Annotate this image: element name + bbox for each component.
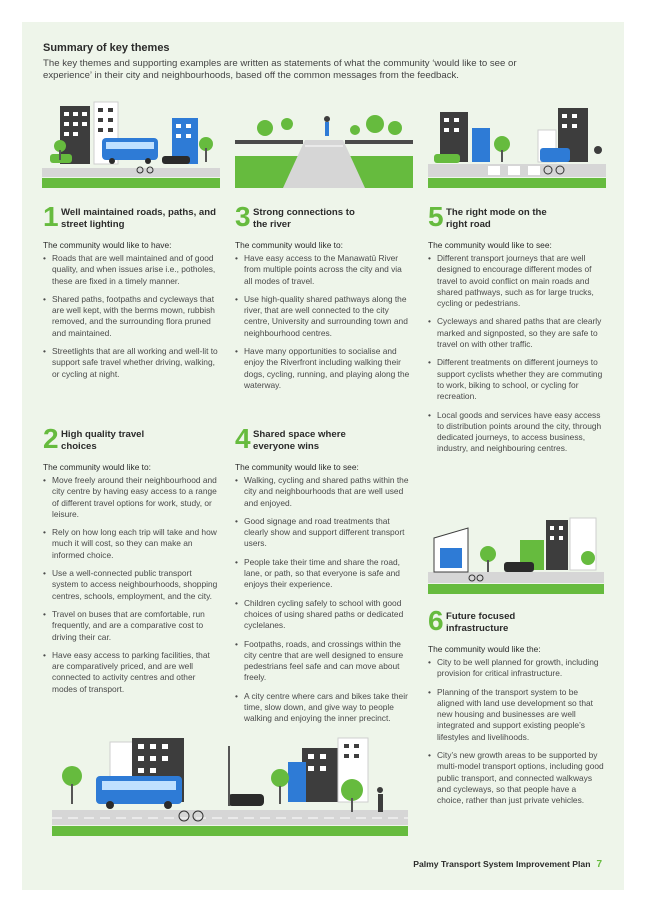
bullet: • Local goods and services have easy access to distribution points around the city, through dedicated journeys, to access business, industry, and neighbouring centres. bbox=[428, 410, 604, 455]
theme-lead: The community would like to have: bbox=[43, 240, 172, 250]
theme-title: Shared space where everyone wins bbox=[253, 429, 346, 452]
theme-lead: The community would like the: bbox=[428, 644, 541, 654]
theme-number: 1 bbox=[43, 201, 59, 232]
theme-1 bbox=[43, 201, 218, 387]
theme-title: Future focused infrastructure bbox=[446, 611, 516, 634]
bullet: • Roads that are well maintained and of good quality, and when issues arise i.e., potholes, these are fixed in a timely manner. bbox=[43, 253, 218, 287]
traffic-modes-illustration bbox=[428, 100, 606, 188]
bullet: • Footpaths, roads, and crossings within the city centre that are well designed to ensure pedestrians feel safe and can move about freely. bbox=[235, 639, 411, 684]
future-infrastructure-illustration bbox=[428, 514, 604, 594]
page bbox=[22, 22, 624, 890]
bullet: • Different treatments on different journeys to support cyclists whether they are commuting to work, biking to school, or cycling for recreation. bbox=[428, 357, 604, 402]
theme-lead: The community would like to: bbox=[43, 462, 151, 472]
bullet: • Travel on buses that are comfortable, run frequently, and are a comparative cost to driving their car. bbox=[43, 609, 218, 643]
theme-5 bbox=[428, 201, 604, 462]
theme-title: The right mode on the right road bbox=[446, 207, 547, 230]
theme-number: 2 bbox=[43, 423, 59, 454]
theme-bullets bbox=[43, 475, 218, 695]
bullet: • Cycleways and shared paths that are clearly marked and signposted, so they are safe to travel on with other traffic. bbox=[428, 316, 604, 350]
theme-bullets bbox=[235, 475, 411, 725]
theme-2 bbox=[43, 423, 218, 702]
theme-lead: The community would like to see: bbox=[235, 462, 359, 472]
bullet: • City’s new growth areas to be supported by multi-model transport options, including good public transport, and connected walkways and cycleways, so that people have a choice, rather than just private vehicles. bbox=[428, 750, 604, 806]
bullet: • Walking, cycling and shared paths within the city and neighbourhoods that are well used and enjoyed. bbox=[235, 475, 411, 509]
theme-3 bbox=[235, 201, 411, 398]
bullet: • A city centre where cars and bikes take their time, slow down, and give way to people walking and enjoying the inner precinct. bbox=[235, 691, 411, 725]
bullet: • Use a well-connected public transport system to access neighbourhoods, shopping centres, schools, employment, and the city. bbox=[43, 568, 218, 602]
theme-bullets bbox=[428, 253, 604, 455]
theme-4 bbox=[235, 423, 411, 732]
bullet: • Streetlights that are all working and well-lit to support safe travel whether driving, walking, or cycling at night. bbox=[43, 346, 218, 380]
theme-title: Strong connections to the river bbox=[253, 207, 355, 230]
bullet: • Children cycling safely to school with good choices of using shared paths or dedicated cyclelanes. bbox=[235, 598, 411, 632]
bullet: • City to be well planned for growth, including provision for critical infrastructure. bbox=[428, 657, 604, 680]
theme-bullets bbox=[235, 253, 411, 391]
bullet: • People take their time and share the road, lane, or path, so that everyone is safe and enjoys their experience. bbox=[235, 557, 411, 591]
bullet: • Planning of the transport system to be aligned with land use development so that new housing and businesses are well integrated and support existing people’s lifestyles and livelihoods. bbox=[428, 687, 604, 743]
page-footer bbox=[413, 859, 602, 870]
bullet: • Different transport journeys that are well designed to encourage different modes of travel to avoid conflict on main roads and shared pathways, such as for large trucks, cycling or pedestrians. bbox=[428, 253, 604, 309]
theme-bullets bbox=[43, 253, 218, 380]
river-path-illustration bbox=[235, 100, 413, 188]
bullet: • Have easy access to parking facilities, that are comparatively priced, and are well connected to activity centres and other modes of transport. bbox=[43, 650, 218, 695]
theme-title: High quality travel choices bbox=[61, 429, 145, 452]
page-number: 7 bbox=[596, 859, 602, 870]
bullet: • Shared paths, footpaths and cycleways that are well kept, with the berms mown, rubbish removed, and the surrounding flora pruned and maintained. bbox=[43, 294, 218, 339]
footer-doc-title: Palmy Transport System Improvement Plan bbox=[413, 859, 591, 869]
bullet: • Move freely around their neighbourhood and city centre by having easy access to a range of different travel options for work, study, or leisure. bbox=[43, 475, 218, 520]
bullet: • Have many opportunities to socialise and enjoy the Riverfront including walking their dogs, cycling, running, and playing along the waterway. bbox=[235, 346, 411, 391]
summary-intro: The key themes and supporting examples are written as statements of what the community ‘would like to see or experience’ in their city and neighbourhoods, based off the common messages from the feedback. bbox=[43, 58, 517, 82]
theme-lead: The community would like to: bbox=[235, 240, 343, 250]
bullet: • Use high-quality shared pathways along the river, that are well connected to the city centre, University and surrounding town and neighbourhood centres. bbox=[235, 294, 411, 339]
theme-number: 6 bbox=[428, 605, 444, 636]
shared-space-illustration bbox=[52, 734, 408, 836]
theme-number: 3 bbox=[235, 201, 251, 232]
theme-number: 4 bbox=[235, 423, 251, 454]
city-street-illustration bbox=[42, 100, 220, 188]
theme-number: 5 bbox=[428, 201, 444, 232]
theme-lead: The community would like to see: bbox=[428, 240, 552, 250]
bullet: • Have easy access to the Manawatū River from multiple points across the city and via all modes of travel. bbox=[235, 253, 411, 287]
bullet: • Good signage and road treatments that clearly show and support different transport users. bbox=[235, 516, 411, 550]
summary-title: Summary of key themes bbox=[43, 42, 170, 54]
theme-bullets bbox=[428, 657, 604, 807]
theme-title: Well maintained roads, paths, and street lighting bbox=[61, 207, 216, 230]
theme-6 bbox=[428, 605, 604, 814]
bullet: • Rely on how long each trip will take and how much it will cost, so they can make an informed choice. bbox=[43, 527, 218, 561]
